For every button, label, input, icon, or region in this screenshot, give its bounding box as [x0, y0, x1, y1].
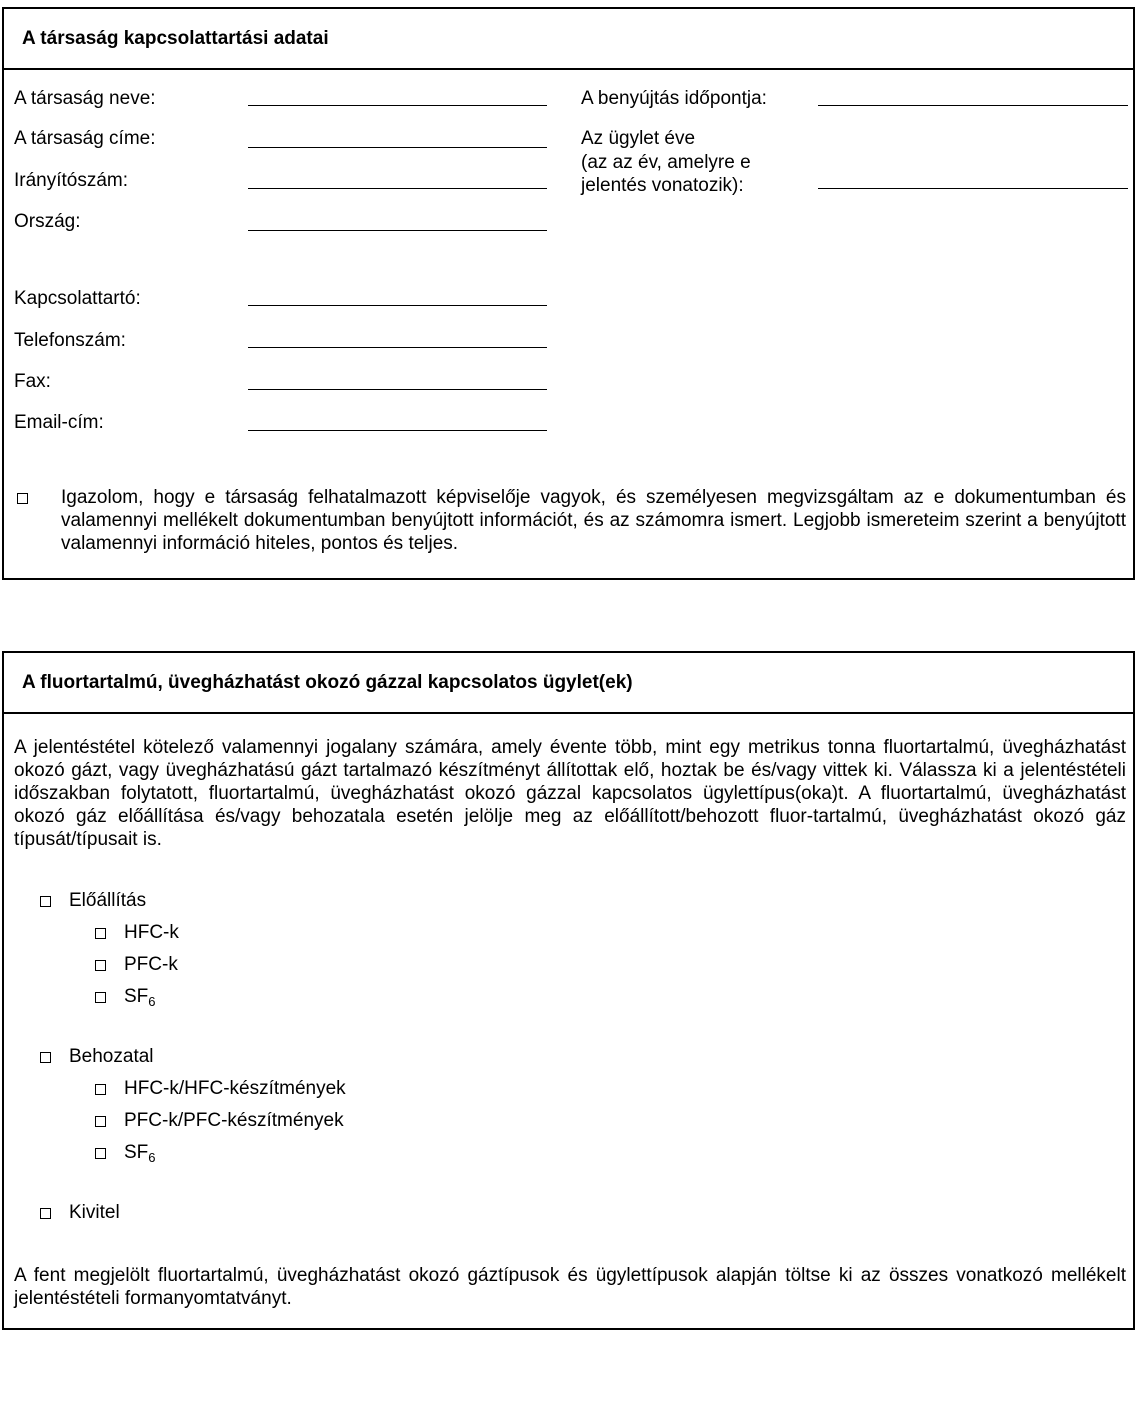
transaction-year-label-2: (az az év, amelyre e	[581, 152, 751, 173]
submission-date-label: A benyújtás időpontja:	[581, 88, 767, 109]
postcode-field[interactable]	[248, 188, 547, 189]
contact-label: Kapcsolattartó:	[14, 288, 141, 309]
certification-checkbox[interactable]	[17, 493, 28, 504]
certification-text: Igazolom, hogy e társaság felhatalmazott képviselője vagyok, és személyesen megvizsgáltam az e dokumentumban és valamennyi mellékelt dokumentumban benyújtott információt, és az számomra ismert. Legjobb ismereteim szerint a benyújtott valamennyi információ hiteles, pontos és teljes.	[61, 487, 1126, 554]
contact-field[interactable]	[248, 305, 547, 306]
import-pfc-checkbox[interactable]	[95, 1116, 106, 1127]
company-address-label: A társaság címe:	[14, 128, 156, 149]
export-checkbox[interactable]	[40, 1208, 51, 1219]
production-hfc-checkbox[interactable]	[95, 928, 106, 939]
production-label: Előállítás	[69, 890, 147, 911]
production-pfc-label: PFC-k	[124, 954, 178, 975]
company-address-field[interactable]	[248, 147, 547, 148]
postcode-label: Irányítószám:	[14, 170, 129, 191]
section-title: A fluortartalmú, üvegházhatást okozó gázzal kapcsolatos ügylet(ek)	[22, 672, 633, 693]
section-header	[4, 653, 1133, 714]
closing-text: A fent megjelölt fluortartalmú, üvegházhatást okozó gáztípusok és ügylettípusok alapján töltse ki az összes vonatkozó mellékelt jelentéstételi formanyomtatványt.	[14, 1265, 1126, 1309]
country-field[interactable]	[248, 230, 547, 231]
import-sf6-label: $SF_6$	[124, 1142, 156, 1165]
transaction-year-field[interactable]	[818, 188, 1128, 189]
import-hfc-checkbox[interactable]	[95, 1084, 106, 1095]
import-label: Behozatal	[69, 1046, 154, 1067]
production-sf6-label: $SF_6$	[124, 986, 156, 1009]
phone-field[interactable]	[248, 347, 547, 348]
submission-date-field[interactable]	[818, 105, 1128, 106]
import-sf6-checkbox[interactable]	[95, 1148, 106, 1159]
production-checkbox[interactable]	[40, 896, 51, 907]
company-name-label: A társaság neve:	[14, 88, 156, 109]
email-label: Email-cím:	[14, 412, 104, 433]
transaction-year-label-3: jelentés vonatozik):	[581, 175, 744, 196]
production-pfc-checkbox[interactable]	[95, 960, 106, 971]
import-pfc-label: PFC-k/PFC-készítmények	[124, 1110, 344, 1131]
export-label: Kivitel	[69, 1202, 120, 1223]
phone-label: Telefonszám:	[14, 330, 126, 351]
fax-field[interactable]	[248, 389, 547, 390]
production-sf6-checkbox[interactable]	[95, 992, 106, 1003]
company-name-field[interactable]	[248, 105, 547, 106]
email-field[interactable]	[248, 430, 547, 431]
intro-text: A jelentéstétel kötelező valamennyi jogalany számára, amely évente több, mint egy metrikus tonna fluortartalmú, üvegházhatást okozó gázt, vagy üvegházhatású gázt tartalmazó készítményt állítottak elő, hoztak be és/vagy vittek ki. Válassza ki a jelentéstételi időszakban folytatott, fluortartalmú, üvegházhatást okozó gázzal kapcsolatos ügylettípus(oka)t. A fluortartalmú, üvegházhatást okozó gáz előállítása és/vagy behozatala esetén jelölje meg az előállított/behozott fluor-tartalmú, üvegházhatást okozó gáz típusát/típusait is.	[14, 737, 1126, 850]
transaction-year-label-1: Az ügylet éve	[581, 128, 696, 149]
import-checkbox[interactable]	[40, 1052, 51, 1063]
fax-label: Fax:	[14, 371, 51, 392]
section-header	[4, 9, 1133, 70]
country-label: Ország:	[14, 211, 81, 232]
section-title: A társaság kapcsolattartási adatai	[22, 28, 329, 49]
import-hfc-label: HFC-k/HFC-készítmények	[124, 1078, 346, 1099]
production-hfc-label: HFC-k	[124, 922, 179, 943]
